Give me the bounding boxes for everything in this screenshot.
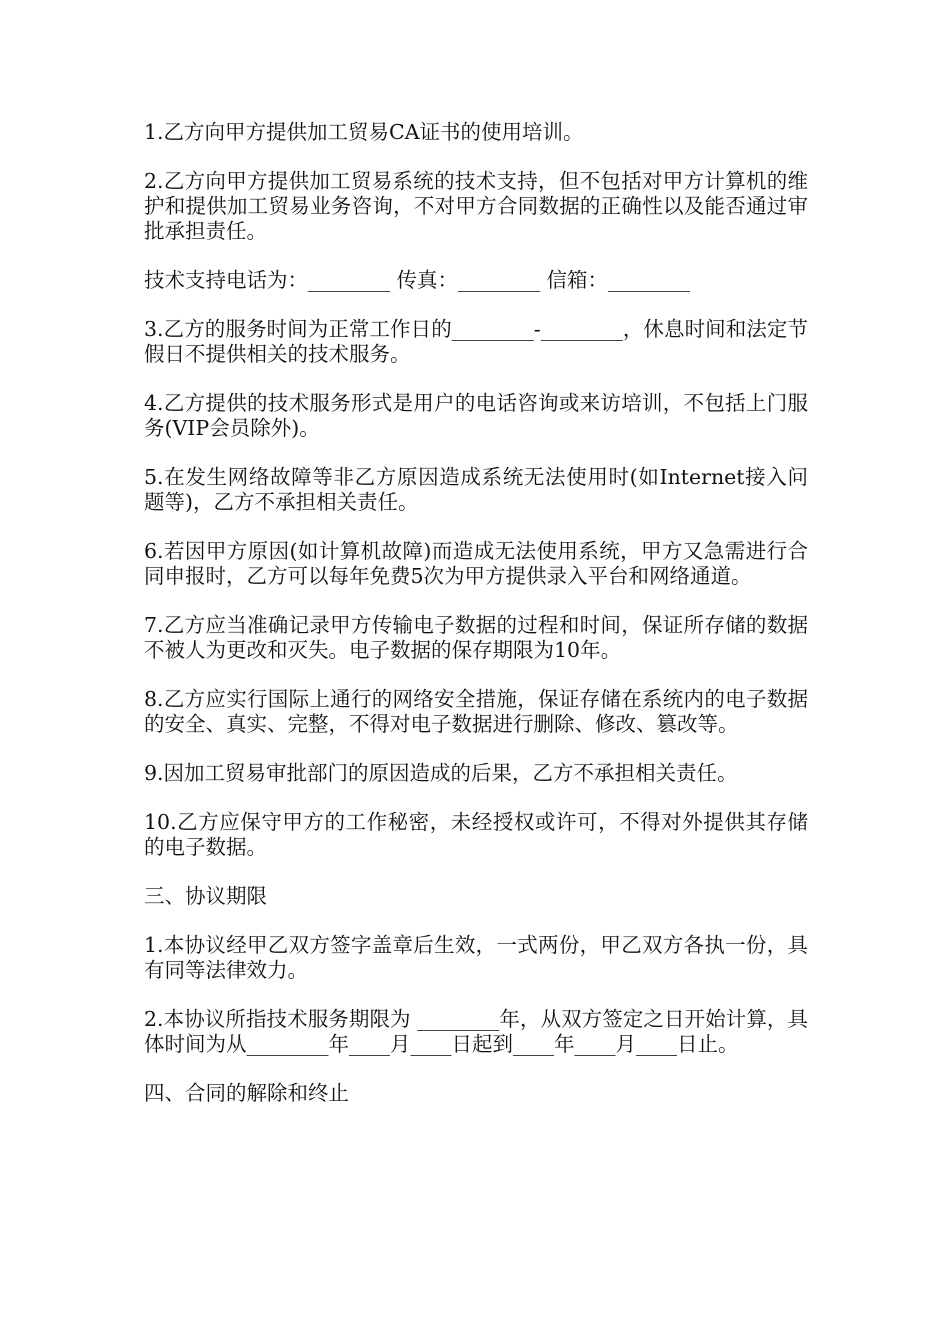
clause-free-entry: 6.若因甲方原因(如计算机故障)而造成无法使用系统，甲方又急需进行合同申报时，乙方可以每年免费5次为甲方提供录入平台和网络通道。 <box>144 539 808 588</box>
support-contact-line: 技术支持电话为：________ 传真：________ 信箱：________ <box>144 268 691 292</box>
clause-service-hours: 3.乙方的服务时间为正常工作日的________-________，休息时间和法定节假日不提供相关的技术服务。 <box>144 317 808 366</box>
clause-network-failure: 5.在发生网络故障等非乙方原因造成系统无法使用时(如Internet接入问题等)，乙方不承担相关责任。 <box>144 465 808 514</box>
section-heading-termination: 四、合同的解除和终止 <box>144 1081 349 1105</box>
document-body <box>144 120 808 1130</box>
clause-approval-department: 9.因加工贸易审批部门的原因造成的后果，乙方不承担相关责任。 <box>144 761 738 785</box>
clause-effective: 1.本协议经甲乙双方签字盖章后生效，一式两份，甲乙双方各执一份，具有同等法律效力。 <box>144 933 808 982</box>
clause-service-form: 4.乙方提供的技术服务形式是用户的电话咨询或来访培训，不包括上门服务(VIP会员除外)。 <box>144 391 808 440</box>
clause-service-period: 2.本协议所指技术服务期限为 ________年，从双方签定之日开始计算，具体时间为从________年____月____日起到____年____月____日止。 <box>144 1007 808 1056</box>
clause-technical-support: 2.乙方向甲方提供加工贸易系统的技术支持，但不包括对甲方计算机的维护和提供加工贸易业务咨询，不对甲方合同数据的正确性以及能否通过审批承担责任。 <box>144 169 808 243</box>
clause-data-recording: 7.乙方应当准确记录甲方传输电子数据的过程和时间，保证所存储的数据不被人为更改和灭失。电子数据的保存期限为10年。 <box>144 613 808 662</box>
clause-ca-training: 1.乙方向甲方提供加工贸易CA证书的使用培训。 <box>144 120 584 144</box>
section-heading-term: 三、协议期限 <box>144 884 267 908</box>
clause-confidentiality: 10.乙方应保守甲方的工作秘密，未经授权或许可，不得对外提供其存储的电子数据。 <box>144 810 808 859</box>
clause-network-security: 8.乙方应实行国际上通行的网络安全措施，保证存储在系统内的电子数据的安全、真实、完整，不得对电子数据进行删除、修改、篡改等。 <box>144 687 808 736</box>
